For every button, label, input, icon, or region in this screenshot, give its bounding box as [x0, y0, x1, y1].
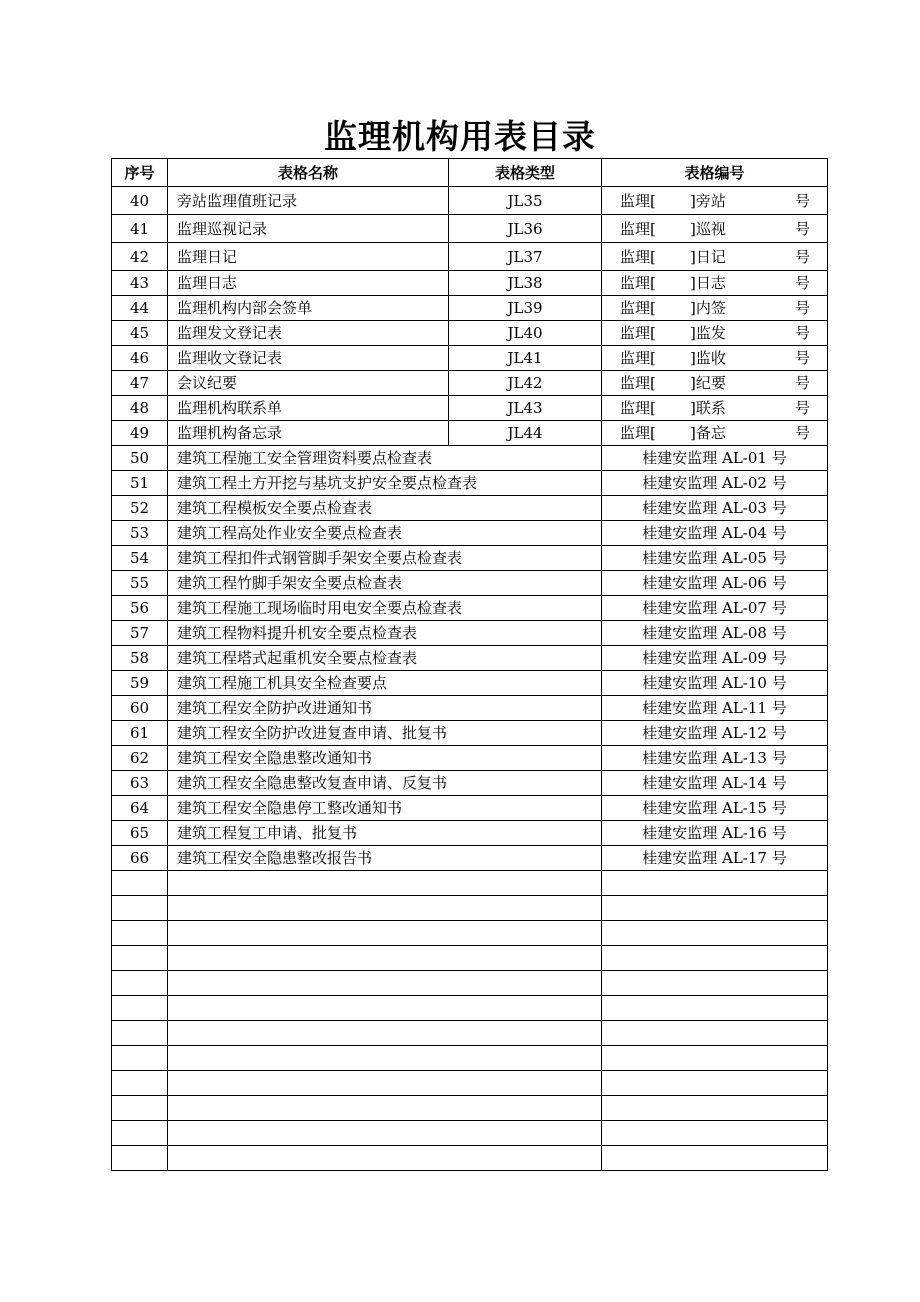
empty-cell [168, 946, 602, 971]
code-end: 号 [794, 424, 810, 442]
row-form-name: 监理日记 [168, 243, 449, 271]
code-suffix: ]巡视 [690, 219, 726, 238]
row-form-name: 建筑工程竹脚手架安全要点检查表 [168, 571, 602, 596]
row-form-code: 桂建安监理 AL-04 号 [602, 521, 828, 546]
empty-cell [112, 1096, 168, 1121]
row-seq: 44 [112, 296, 168, 321]
row-form-code: 桂建安监理 AL-09 号 [602, 646, 828, 671]
code-wrap [620, 296, 810, 320]
row-form-name: 建筑工程复工申请、批复书 [168, 821, 602, 846]
empty-cell [602, 896, 828, 921]
empty-row [112, 1146, 828, 1171]
row-seq: 45 [112, 321, 168, 346]
empty-cell [112, 1021, 168, 1046]
empty-cell [112, 921, 168, 946]
row-form-code: 桂建安监理 AL-03 号 [602, 496, 828, 521]
empty-cell [112, 1071, 168, 1096]
row-seq: 43 [112, 271, 168, 296]
row-form-type: JL39 [449, 296, 602, 321]
empty-cell [168, 1021, 602, 1046]
row-form-code: 桂建安监理 AL-11 号 [602, 696, 828, 721]
row-form-name: 建筑工程物料提升机安全要点检查表 [168, 621, 602, 646]
table-row [112, 471, 828, 496]
empty-cell [602, 1146, 828, 1171]
header-code: 表格编号 [602, 159, 828, 187]
row-form-code: 桂建安监理 AL-15 号 [602, 796, 828, 821]
table-row [112, 321, 828, 346]
code-wrap [620, 346, 810, 370]
header-type: 表格类型 [449, 159, 602, 187]
code-prefix: 监理[ [620, 424, 656, 442]
row-form-code: 桂建安监理 AL-10 号 [602, 671, 828, 696]
row-form-type: JL35 [449, 187, 602, 215]
empty-row [112, 1021, 828, 1046]
row-form-code: 桂建安监理 AL-06 号 [602, 571, 828, 596]
row-form-name: 建筑工程施工现场临时用电安全要点检查表 [168, 596, 602, 621]
row-form-name: 监理机构备忘录 [168, 421, 449, 446]
empty-cell [168, 1046, 602, 1071]
table-row [112, 496, 828, 521]
row-form-type: JL41 [449, 346, 602, 371]
row-form-name: 监理日志 [168, 271, 449, 296]
empty-cell [602, 1121, 828, 1146]
code-wrap [620, 245, 810, 269]
row-form-type: JL36 [449, 215, 602, 243]
table-row [112, 846, 828, 871]
row-seq: 50 [112, 446, 168, 471]
row-form-code: 桂建安监理 AL-12 号 [602, 721, 828, 746]
row-form-code: 桂建安监理 AL-14 号 [602, 771, 828, 796]
empty-cell [602, 1046, 828, 1071]
row-form-name: 建筑工程安全防护改进通知书 [168, 696, 602, 721]
row-form-name: 建筑工程安全隐患整改报告书 [168, 846, 602, 871]
row-seq: 47 [112, 371, 168, 396]
code-wrap [620, 371, 810, 395]
table-row [112, 696, 828, 721]
table-row [112, 446, 828, 471]
row-form-code [602, 321, 828, 346]
row-seq: 56 [112, 596, 168, 621]
empty-cell [602, 971, 828, 996]
row-form-name: 监理发文登记表 [168, 321, 449, 346]
code-prefix: 监理[ [620, 191, 656, 210]
empty-cell [112, 971, 168, 996]
row-form-name: 建筑工程安全隐患停工整改通知书 [168, 796, 602, 821]
row-seq: 57 [112, 621, 168, 646]
empty-row [112, 896, 828, 921]
table-header-row [112, 159, 828, 187]
code-end: 号 [794, 274, 810, 292]
header-name: 表格名称 [168, 159, 449, 187]
code-prefix: 监理[ [620, 349, 656, 367]
code-prefix: 监理[ [620, 299, 656, 317]
empty-row [112, 996, 828, 1021]
empty-row [112, 1096, 828, 1121]
code-end: 号 [794, 247, 810, 266]
code-suffix: ]备忘 [690, 424, 726, 442]
row-form-type: JL44 [449, 421, 602, 446]
empty-cell [168, 996, 602, 1021]
row-form-code: 桂建安监理 AL-16 号 [602, 821, 828, 846]
row-seq: 64 [112, 796, 168, 821]
row-form-name: 监理机构联系单 [168, 396, 449, 421]
row-seq: 63 [112, 771, 168, 796]
row-seq: 53 [112, 521, 168, 546]
row-seq: 55 [112, 571, 168, 596]
table-row [112, 596, 828, 621]
row-form-code [602, 187, 828, 215]
table-row [112, 771, 828, 796]
empty-cell [168, 921, 602, 946]
row-form-type: JL37 [449, 243, 602, 271]
row-form-name: 监理收文登记表 [168, 346, 449, 371]
row-seq: 49 [112, 421, 168, 446]
row-form-code [602, 421, 828, 446]
code-suffix: ]纪要 [690, 374, 726, 392]
code-suffix: ]监收 [690, 349, 726, 367]
row-seq: 54 [112, 546, 168, 571]
table-row [112, 396, 828, 421]
empty-cell [168, 971, 602, 996]
table-row [112, 621, 828, 646]
row-form-name: 建筑工程土方开挖与基坑支护安全要点检查表 [168, 471, 602, 496]
empty-row [112, 1046, 828, 1071]
empty-cell [602, 1071, 828, 1096]
row-form-name: 建筑工程施工安全管理资料要点检查表 [168, 446, 602, 471]
row-form-type: JL42 [449, 371, 602, 396]
code-wrap [620, 217, 810, 241]
table-row [112, 187, 828, 215]
row-form-code: 桂建安监理 AL-17 号 [602, 846, 828, 871]
row-form-name: 建筑工程模板安全要点检查表 [168, 496, 602, 521]
code-end: 号 [794, 219, 810, 238]
code-end: 号 [794, 399, 810, 417]
row-form-name: 建筑工程施工机具安全检查要点 [168, 671, 602, 696]
table-row [112, 215, 828, 243]
row-seq: 66 [112, 846, 168, 871]
table-row [112, 346, 828, 371]
row-form-name: 建筑工程安全隐患整改复查申请、反复书 [168, 771, 602, 796]
row-form-type: JL43 [449, 396, 602, 421]
row-seq: 48 [112, 396, 168, 421]
empty-cell [602, 921, 828, 946]
code-prefix: 监理[ [620, 219, 656, 238]
empty-cell [602, 1021, 828, 1046]
table-row [112, 521, 828, 546]
code-prefix: 监理[ [620, 324, 656, 342]
header-seq: 序号 [112, 159, 168, 187]
row-form-code: 桂建安监理 AL-05 号 [602, 546, 828, 571]
code-end: 号 [794, 374, 810, 392]
row-form-code: 桂建安监理 AL-13 号 [602, 746, 828, 771]
table-row [112, 571, 828, 596]
empty-row [112, 971, 828, 996]
row-form-type: JL40 [449, 321, 602, 346]
empty-cell [112, 996, 168, 1021]
row-form-type: JL38 [449, 271, 602, 296]
row-form-name: 建筑工程扣件式钢管脚手架安全要点检查表 [168, 546, 602, 571]
row-form-name: 建筑工程安全防护改进复查申请、批复书 [168, 721, 602, 746]
empty-cell [168, 896, 602, 921]
code-wrap [620, 396, 810, 420]
row-seq: 59 [112, 671, 168, 696]
table-row [112, 796, 828, 821]
code-suffix: ]旁站 [690, 191, 726, 210]
table-row [112, 296, 828, 321]
row-form-code [602, 296, 828, 321]
table-row [112, 546, 828, 571]
code-wrap [620, 421, 810, 445]
empty-cell [602, 996, 828, 1021]
empty-cell [112, 1121, 168, 1146]
empty-cell [168, 1071, 602, 1096]
code-suffix: ]日志 [690, 274, 726, 292]
code-end: 号 [794, 299, 810, 317]
empty-cell [168, 871, 602, 896]
table-row [112, 721, 828, 746]
empty-row [112, 1071, 828, 1096]
row-seq: 60 [112, 696, 168, 721]
table-row [112, 371, 828, 396]
code-suffix: ]联系 [690, 399, 726, 417]
row-seq: 51 [112, 471, 168, 496]
code-suffix: ]监发 [690, 324, 726, 342]
row-form-code: 桂建安监理 AL-07 号 [602, 596, 828, 621]
empty-row [112, 871, 828, 896]
table-row [112, 821, 828, 846]
row-form-code: 桂建安监理 AL-01 号 [602, 446, 828, 471]
row-seq: 62 [112, 746, 168, 771]
row-form-name: 建筑工程高处作业安全要点检查表 [168, 521, 602, 546]
row-form-code [602, 371, 828, 396]
row-seq: 52 [112, 496, 168, 521]
row-seq: 61 [112, 721, 168, 746]
row-form-code [602, 271, 828, 296]
empty-cell [602, 946, 828, 971]
row-seq: 58 [112, 646, 168, 671]
code-wrap [620, 189, 810, 213]
row-seq: 40 [112, 187, 168, 215]
empty-cell [602, 871, 828, 896]
table-body [112, 187, 828, 1171]
row-form-code: 桂建安监理 AL-02 号 [602, 471, 828, 496]
code-suffix: ]日记 [690, 247, 726, 266]
row-form-name: 会议纪要 [168, 371, 449, 396]
empty-cell [112, 1046, 168, 1071]
code-prefix: 监理[ [620, 274, 656, 292]
empty-cell [112, 896, 168, 921]
code-prefix: 监理[ [620, 399, 656, 417]
table-row [112, 671, 828, 696]
code-end: 号 [794, 349, 810, 367]
code-suffix: ]内签 [690, 299, 726, 317]
empty-cell [112, 1146, 168, 1171]
table-row [112, 421, 828, 446]
code-end: 号 [794, 324, 810, 342]
empty-cell [112, 946, 168, 971]
row-form-code [602, 396, 828, 421]
row-form-name: 旁站监理值班记录 [168, 187, 449, 215]
empty-cell [168, 1121, 602, 1146]
row-seq: 42 [112, 243, 168, 271]
row-form-name: 建筑工程塔式起重机安全要点检查表 [168, 646, 602, 671]
table-row [112, 646, 828, 671]
row-form-name: 监理巡视记录 [168, 215, 449, 243]
row-form-name: 监理机构内部会签单 [168, 296, 449, 321]
row-form-code: 桂建安监理 AL-08 号 [602, 621, 828, 646]
empty-cell [112, 871, 168, 896]
forms-catalog-table [111, 158, 828, 1171]
empty-cell [168, 1096, 602, 1121]
row-form-name: 建筑工程安全隐患整改通知书 [168, 746, 602, 771]
empty-cell [168, 1146, 602, 1171]
table-row [112, 271, 828, 296]
page-title: 监理机构用表目录 [324, 117, 596, 156]
row-seq: 65 [112, 821, 168, 846]
code-wrap [620, 271, 810, 295]
empty-row [112, 1121, 828, 1146]
row-form-code [602, 346, 828, 371]
table-row [112, 746, 828, 771]
empty-cell [602, 1096, 828, 1121]
empty-row [112, 921, 828, 946]
row-seq: 41 [112, 215, 168, 243]
code-prefix: 监理[ [620, 374, 656, 392]
row-form-code [602, 243, 828, 271]
code-prefix: 监理[ [620, 247, 656, 266]
table-row [112, 243, 828, 271]
row-seq: 46 [112, 346, 168, 371]
code-wrap [620, 321, 810, 345]
code-end: 号 [794, 191, 810, 210]
empty-row [112, 946, 828, 971]
row-form-code [602, 215, 828, 243]
